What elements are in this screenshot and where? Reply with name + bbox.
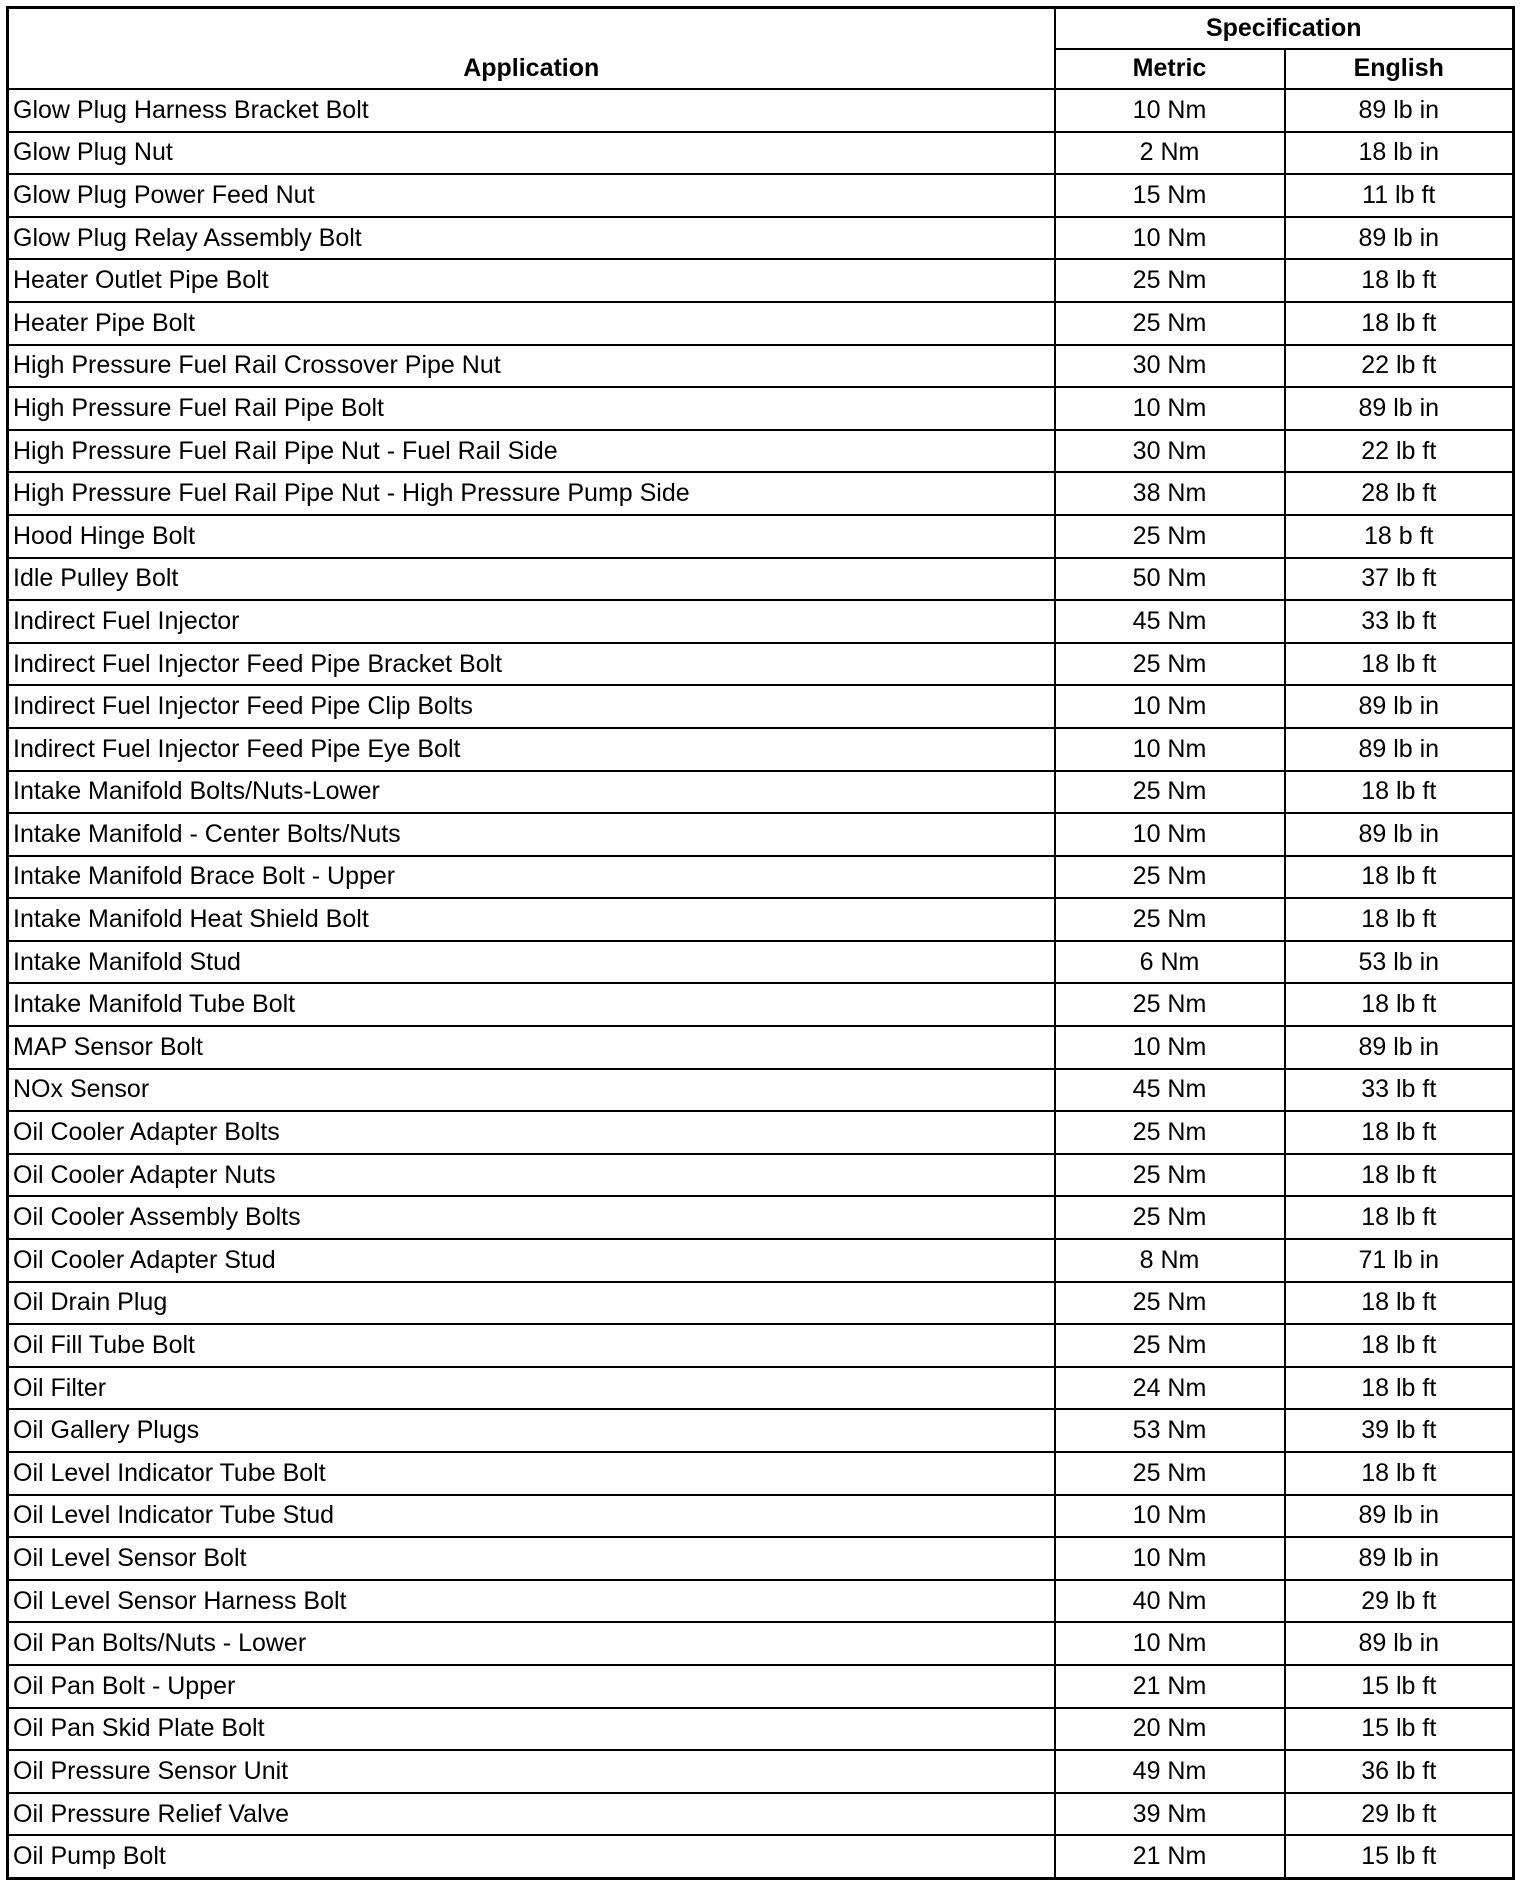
english-cell: 11 lb ft bbox=[1285, 174, 1514, 217]
table-row bbox=[8, 771, 1514, 814]
english-cell: 89 lb in bbox=[1285, 1622, 1514, 1665]
english-cell: 18 lb ft bbox=[1285, 1154, 1514, 1197]
metric-cell: 10 Nm bbox=[1055, 387, 1285, 430]
metric-cell: 25 Nm bbox=[1055, 259, 1285, 302]
english-cell: 18 lb ft bbox=[1285, 1196, 1514, 1239]
table-row bbox=[8, 1196, 1514, 1239]
english-cell: 22 lb ft bbox=[1285, 345, 1514, 388]
application-cell: Intake Manifold Tube Bolt bbox=[8, 983, 1055, 1026]
metric-cell: 8 Nm bbox=[1055, 1239, 1285, 1282]
application-cell: Indirect Fuel Injector Feed Pipe Bracket Bolt bbox=[8, 643, 1055, 686]
table-row bbox=[8, 302, 1514, 345]
application-cell: Glow Plug Power Feed Nut bbox=[8, 174, 1055, 217]
metric-cell: 20 Nm bbox=[1055, 1708, 1285, 1751]
english-cell: 33 lb ft bbox=[1285, 1069, 1514, 1112]
application-cell: Indirect Fuel Injector bbox=[8, 600, 1055, 643]
application-cell: Oil Level Indicator Tube Stud bbox=[8, 1495, 1055, 1538]
metric-cell: 25 Nm bbox=[1055, 771, 1285, 814]
metric-cell: 45 Nm bbox=[1055, 1069, 1285, 1112]
table-row bbox=[8, 472, 1514, 515]
table-row bbox=[8, 1282, 1514, 1325]
table-row bbox=[8, 1537, 1514, 1580]
application-cell: Glow Plug Nut bbox=[8, 132, 1055, 175]
table-row bbox=[8, 1750, 1514, 1793]
metric-cell: 10 Nm bbox=[1055, 685, 1285, 728]
table-row bbox=[8, 89, 1514, 132]
application-cell: Oil Gallery Plugs bbox=[8, 1409, 1055, 1452]
metric-cell: 24 Nm bbox=[1055, 1367, 1285, 1410]
metric-cell: 25 Nm bbox=[1055, 1282, 1285, 1325]
metric-cell: 10 Nm bbox=[1055, 217, 1285, 260]
table-row bbox=[8, 643, 1514, 686]
application-cell: High Pressure Fuel Rail Crossover Pipe Nut bbox=[8, 345, 1055, 388]
english-cell: 18 lb ft bbox=[1285, 1324, 1514, 1367]
specification-header: Specification bbox=[1055, 8, 1514, 49]
application-cell: Oil Cooler Assembly Bolts bbox=[8, 1196, 1055, 1239]
english-cell: 18 lb ft bbox=[1285, 1111, 1514, 1154]
application-cell: Glow Plug Relay Assembly Bolt bbox=[8, 217, 1055, 260]
english-cell: 33 lb ft bbox=[1285, 600, 1514, 643]
table-row bbox=[8, 898, 1514, 941]
metric-cell: 25 Nm bbox=[1055, 1324, 1285, 1367]
application-cell: Oil Cooler Adapter Stud bbox=[8, 1239, 1055, 1282]
english-cell: 89 lb in bbox=[1285, 1495, 1514, 1538]
table-row bbox=[8, 813, 1514, 856]
table-row bbox=[8, 430, 1514, 473]
metric-cell: 30 Nm bbox=[1055, 345, 1285, 388]
table-row bbox=[8, 1239, 1514, 1282]
table-row bbox=[8, 1409, 1514, 1452]
application-cell: Oil Pan Bolt - Upper bbox=[8, 1665, 1055, 1708]
metric-cell: 25 Nm bbox=[1055, 856, 1285, 899]
english-cell: 39 lb ft bbox=[1285, 1409, 1514, 1452]
application-cell: Oil Fill Tube Bolt bbox=[8, 1324, 1055, 1367]
english-cell: 89 lb in bbox=[1285, 217, 1514, 260]
table-row bbox=[8, 558, 1514, 601]
metric-cell: 10 Nm bbox=[1055, 1495, 1285, 1538]
torque-spec-table bbox=[6, 6, 1515, 1880]
application-cell: Intake Manifold Stud bbox=[8, 941, 1055, 984]
english-cell: 22 lb ft bbox=[1285, 430, 1514, 473]
english-cell: 89 lb in bbox=[1285, 89, 1514, 132]
english-cell: 29 lb ft bbox=[1285, 1793, 1514, 1836]
english-cell: 29 lb ft bbox=[1285, 1580, 1514, 1623]
metric-cell: 40 Nm bbox=[1055, 1580, 1285, 1623]
english-cell: 18 b ft bbox=[1285, 515, 1514, 558]
table-row bbox=[8, 983, 1514, 1026]
english-cell: 89 lb in bbox=[1285, 1026, 1514, 1069]
english-cell: 37 lb ft bbox=[1285, 558, 1514, 601]
english-cell: 18 lb ft bbox=[1285, 302, 1514, 345]
table-row bbox=[8, 1154, 1514, 1197]
metric-cell: 21 Nm bbox=[1055, 1835, 1285, 1878]
metric-cell: 49 Nm bbox=[1055, 1750, 1285, 1793]
application-cell: Oil Pan Bolts/Nuts - Lower bbox=[8, 1622, 1055, 1665]
english-cell: 36 lb ft bbox=[1285, 1750, 1514, 1793]
table-row bbox=[8, 685, 1514, 728]
english-cell: 18 lb ft bbox=[1285, 898, 1514, 941]
english-cell: 89 lb in bbox=[1285, 728, 1514, 771]
metric-cell: 21 Nm bbox=[1055, 1665, 1285, 1708]
metric-cell: 10 Nm bbox=[1055, 728, 1285, 771]
english-cell: 15 lb ft bbox=[1285, 1665, 1514, 1708]
table-row bbox=[8, 1580, 1514, 1623]
application-cell: Idle Pulley Bolt bbox=[8, 558, 1055, 601]
application-cell: Glow Plug Harness Bracket Bolt bbox=[8, 89, 1055, 132]
table-row bbox=[8, 600, 1514, 643]
application-cell: MAP Sensor Bolt bbox=[8, 1026, 1055, 1069]
application-cell: Oil Cooler Adapter Nuts bbox=[8, 1154, 1055, 1197]
english-cell: 89 lb in bbox=[1285, 387, 1514, 430]
metric-cell: 25 Nm bbox=[1055, 898, 1285, 941]
table-row bbox=[8, 1708, 1514, 1751]
application-cell: Indirect Fuel Injector Feed Pipe Clip Bolts bbox=[8, 685, 1055, 728]
english-cell: 71 lb in bbox=[1285, 1239, 1514, 1282]
table-row bbox=[8, 1495, 1514, 1538]
application-cell: Oil Level Indicator Tube Bolt bbox=[8, 1452, 1055, 1495]
metric-cell: 2 Nm bbox=[1055, 132, 1285, 175]
application-cell: NOx Sensor bbox=[8, 1069, 1055, 1112]
table-row bbox=[8, 217, 1514, 260]
table-row bbox=[8, 1324, 1514, 1367]
application-cell: High Pressure Fuel Rail Pipe Bolt bbox=[8, 387, 1055, 430]
english-cell: 18 lb ft bbox=[1285, 1367, 1514, 1410]
table-row bbox=[8, 387, 1514, 430]
english-cell: 15 lb ft bbox=[1285, 1708, 1514, 1751]
metric-cell: 10 Nm bbox=[1055, 813, 1285, 856]
table-row bbox=[8, 1622, 1514, 1665]
metric-cell: 25 Nm bbox=[1055, 302, 1285, 345]
table-row bbox=[8, 941, 1514, 984]
table-row bbox=[8, 1835, 1514, 1878]
metric-cell: 39 Nm bbox=[1055, 1793, 1285, 1836]
application-cell: Oil Pressure Sensor Unit bbox=[8, 1750, 1055, 1793]
english-cell: 89 lb in bbox=[1285, 685, 1514, 728]
table-row bbox=[8, 345, 1514, 388]
metric-cell: 6 Nm bbox=[1055, 941, 1285, 984]
table-header bbox=[8, 8, 1514, 90]
table-row bbox=[8, 174, 1514, 217]
table-row bbox=[8, 1069, 1514, 1112]
metric-cell: 10 Nm bbox=[1055, 1622, 1285, 1665]
english-cell: 18 lb ft bbox=[1285, 259, 1514, 302]
table-row bbox=[8, 1026, 1514, 1069]
application-cell: Intake Manifold Brace Bolt - Upper bbox=[8, 856, 1055, 899]
metric-cell: 10 Nm bbox=[1055, 1537, 1285, 1580]
metric-cell: 53 Nm bbox=[1055, 1409, 1285, 1452]
metric-cell: 30 Nm bbox=[1055, 430, 1285, 473]
metric-cell: 25 Nm bbox=[1055, 983, 1285, 1026]
metric-cell: 15 Nm bbox=[1055, 174, 1285, 217]
application-cell: Heater Outlet Pipe Bolt bbox=[8, 259, 1055, 302]
english-cell: 18 lb ft bbox=[1285, 643, 1514, 686]
metric-cell: 25 Nm bbox=[1055, 1154, 1285, 1197]
english-cell: 28 lb ft bbox=[1285, 472, 1514, 515]
application-cell: Intake Manifold Bolts/Nuts-Lower bbox=[8, 771, 1055, 814]
metric-cell: 25 Nm bbox=[1055, 515, 1285, 558]
english-cell: 53 lb in bbox=[1285, 941, 1514, 984]
application-cell: Oil Pan Skid Plate Bolt bbox=[8, 1708, 1055, 1751]
metric-cell: 25 Nm bbox=[1055, 1111, 1285, 1154]
metric-cell: 10 Nm bbox=[1055, 1026, 1285, 1069]
table-row bbox=[8, 1665, 1514, 1708]
application-cell: Heater Pipe Bolt bbox=[8, 302, 1055, 345]
english-cell: 18 lb ft bbox=[1285, 771, 1514, 814]
application-cell: Oil Level Sensor Harness Bolt bbox=[8, 1580, 1055, 1623]
metric-cell: 45 Nm bbox=[1055, 600, 1285, 643]
metric-cell: 50 Nm bbox=[1055, 558, 1285, 601]
metric-cell: 25 Nm bbox=[1055, 1452, 1285, 1495]
application-cell: Indirect Fuel Injector Feed Pipe Eye Bolt bbox=[8, 728, 1055, 771]
english-cell: 89 lb in bbox=[1285, 813, 1514, 856]
application-cell: Oil Level Sensor Bolt bbox=[8, 1537, 1055, 1580]
english-header: English bbox=[1285, 49, 1514, 90]
table-row bbox=[8, 1367, 1514, 1410]
english-cell: 18 lb ft bbox=[1285, 983, 1514, 1026]
application-cell: Hood Hinge Bolt bbox=[8, 515, 1055, 558]
english-cell: 89 lb in bbox=[1285, 1537, 1514, 1580]
table-row bbox=[8, 515, 1514, 558]
table-row bbox=[8, 1793, 1514, 1836]
table-row bbox=[8, 259, 1514, 302]
table-row bbox=[8, 856, 1514, 899]
table-body bbox=[8, 89, 1514, 1878]
english-cell: 18 lb ft bbox=[1285, 856, 1514, 899]
table-row bbox=[8, 132, 1514, 175]
english-cell: 18 lb in bbox=[1285, 132, 1514, 175]
application-cell: Intake Manifold Heat Shield Bolt bbox=[8, 898, 1055, 941]
english-cell: 18 lb ft bbox=[1285, 1282, 1514, 1325]
table-row bbox=[8, 728, 1514, 771]
table-row bbox=[8, 1111, 1514, 1154]
english-cell: 18 lb ft bbox=[1285, 1452, 1514, 1495]
english-cell: 15 lb ft bbox=[1285, 1835, 1514, 1878]
application-cell: Intake Manifold - Center Bolts/Nuts bbox=[8, 813, 1055, 856]
application-header: Application bbox=[8, 8, 1055, 90]
application-cell: Oil Pressure Relief Valve bbox=[8, 1793, 1055, 1836]
metric-cell: 25 Nm bbox=[1055, 1196, 1285, 1239]
application-cell: High Pressure Fuel Rail Pipe Nut - High Pressure Pump Side bbox=[8, 472, 1055, 515]
application-cell: Oil Pump Bolt bbox=[8, 1835, 1055, 1878]
table-row bbox=[8, 1452, 1514, 1495]
metric-header: Metric bbox=[1055, 49, 1285, 90]
metric-cell: 10 Nm bbox=[1055, 89, 1285, 132]
header-row-top bbox=[8, 8, 1514, 49]
metric-cell: 38 Nm bbox=[1055, 472, 1285, 515]
application-cell: High Pressure Fuel Rail Pipe Nut - Fuel Rail Side bbox=[8, 430, 1055, 473]
metric-cell: 25 Nm bbox=[1055, 643, 1285, 686]
application-cell: Oil Filter bbox=[8, 1367, 1055, 1410]
application-cell: Oil Drain Plug bbox=[8, 1282, 1055, 1325]
application-cell: Oil Cooler Adapter Bolts bbox=[8, 1111, 1055, 1154]
